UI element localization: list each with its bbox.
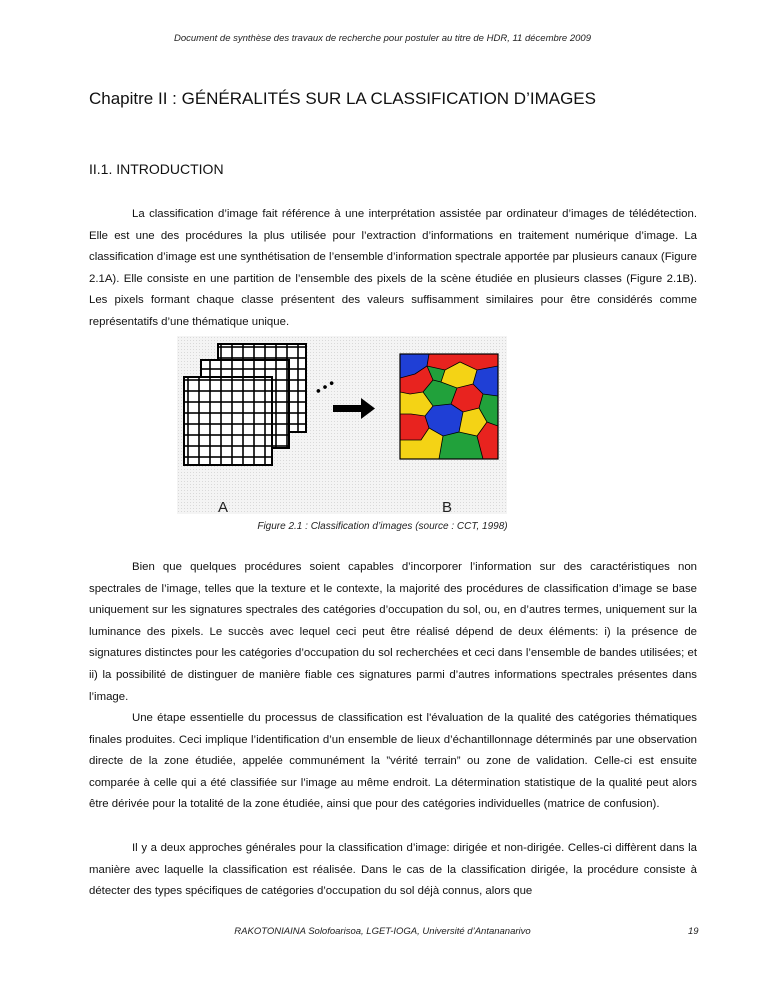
section-title: II.1. INTRODUCTION: [89, 161, 224, 177]
band-stack: [184, 344, 306, 465]
band-layer-front: [184, 377, 272, 465]
page-number: 19: [688, 926, 699, 937]
paragraph-intro: La classification d’image fait référence à une interprétation assistée par ordinateur d’images de télédétection. Elle est une des procédures la plus utilisée pour l’extraction d’informations en traitement numérique d’image. La classification d’image est une synthétisation de l’ensemble d’information spectrale apportée par plusieurs canaux (Figure 2.1A). Elle consiste en une partition de l’ensemble des pixels de la scène étudiée en plusieurs classes (Figure 2.1B). Les pixels formant chaque classe présentent des valeurs suffisamment similaires pour être considérés comme représentatifs d’une thématique unique.: [89, 208, 697, 328]
arrow-icon: [333, 398, 375, 419]
figure-classification: [177, 336, 507, 514]
chapter-title: Chapitre II : GÉNÉRALITÉS SUR LA CLASSIFICATION D’IMAGES: [89, 89, 596, 108]
figure-caption: Figure 2.1 : Classification d’images (source : CCT, 1998): [257, 521, 508, 532]
figure-label-b: B: [442, 499, 453, 514]
page-footer: RAKOTONIAINA Solofoarisoa, LGET-IOGA, Université d’Antananarivo: [234, 926, 531, 937]
classified-map: [400, 354, 498, 459]
figure-label-a: A: [218, 499, 229, 514]
paragraph-spectral: Bien que quelques procédures soient capables d’incorporer l’information sur des caractéristiques non spectrales de l’image, telles que la texture et le contexte, la majorité des procédures de classification d’image se base uniquement sur les signatures spectrales des catégories d’occupation du sol, ou, en d’autres termes, uniquement sur la luminance des pixels. Le succès avec lequel ceci peut être réalisé dépend de deux éléments: i) la présence de signatures distinctes pour les catégories d’occupation du sol recherchées et ceci dans l’ensemble de bandes utilisées; et ii) la possibilité de distinguer de manière fiable ces signatures parmi d’autres informations spectrales présentes dans l’image.: [89, 561, 697, 703]
ellipsis-dots: •••: [311, 375, 340, 401]
page-header: Document de synthèse des travaux de recherche pour postuler au titre de HDR, 11 décembre 2009: [173, 33, 591, 44]
paragraph-evaluation: Une étape essentielle du processus de classification est l'évaluation de la qualité des catégories thématiques finales produites. Ceci implique l’identification d’un ensemble de lieux d’échantillonnage déterminés par une observation directe de la zone étudiée, appelée communément la ”vérité terrain” ou zone de validation. Celle-ci est ensuite comparée à celle qui a été classifiée sur l’image au même endroit. La détermination statistique de la qualité peut alors être dérivée pour la totalité de la zone étudiée, ainsi que pour des catégories individuelles (matrice de confusion).: [89, 712, 697, 811]
figure-graphic: [177, 336, 507, 514]
paragraph-approaches: Il y a deux approches générales pour la classification d’image: dirigée et non-dirigée. Celles-ci diffèrent dans la manière avec laquelle la classification est réalisée. Dans le cas de la classification dirigée, la procédure consiste à détecter des types spécifiques de catégories d’occupation du sol déjà connus, alors que: [89, 842, 697, 898]
